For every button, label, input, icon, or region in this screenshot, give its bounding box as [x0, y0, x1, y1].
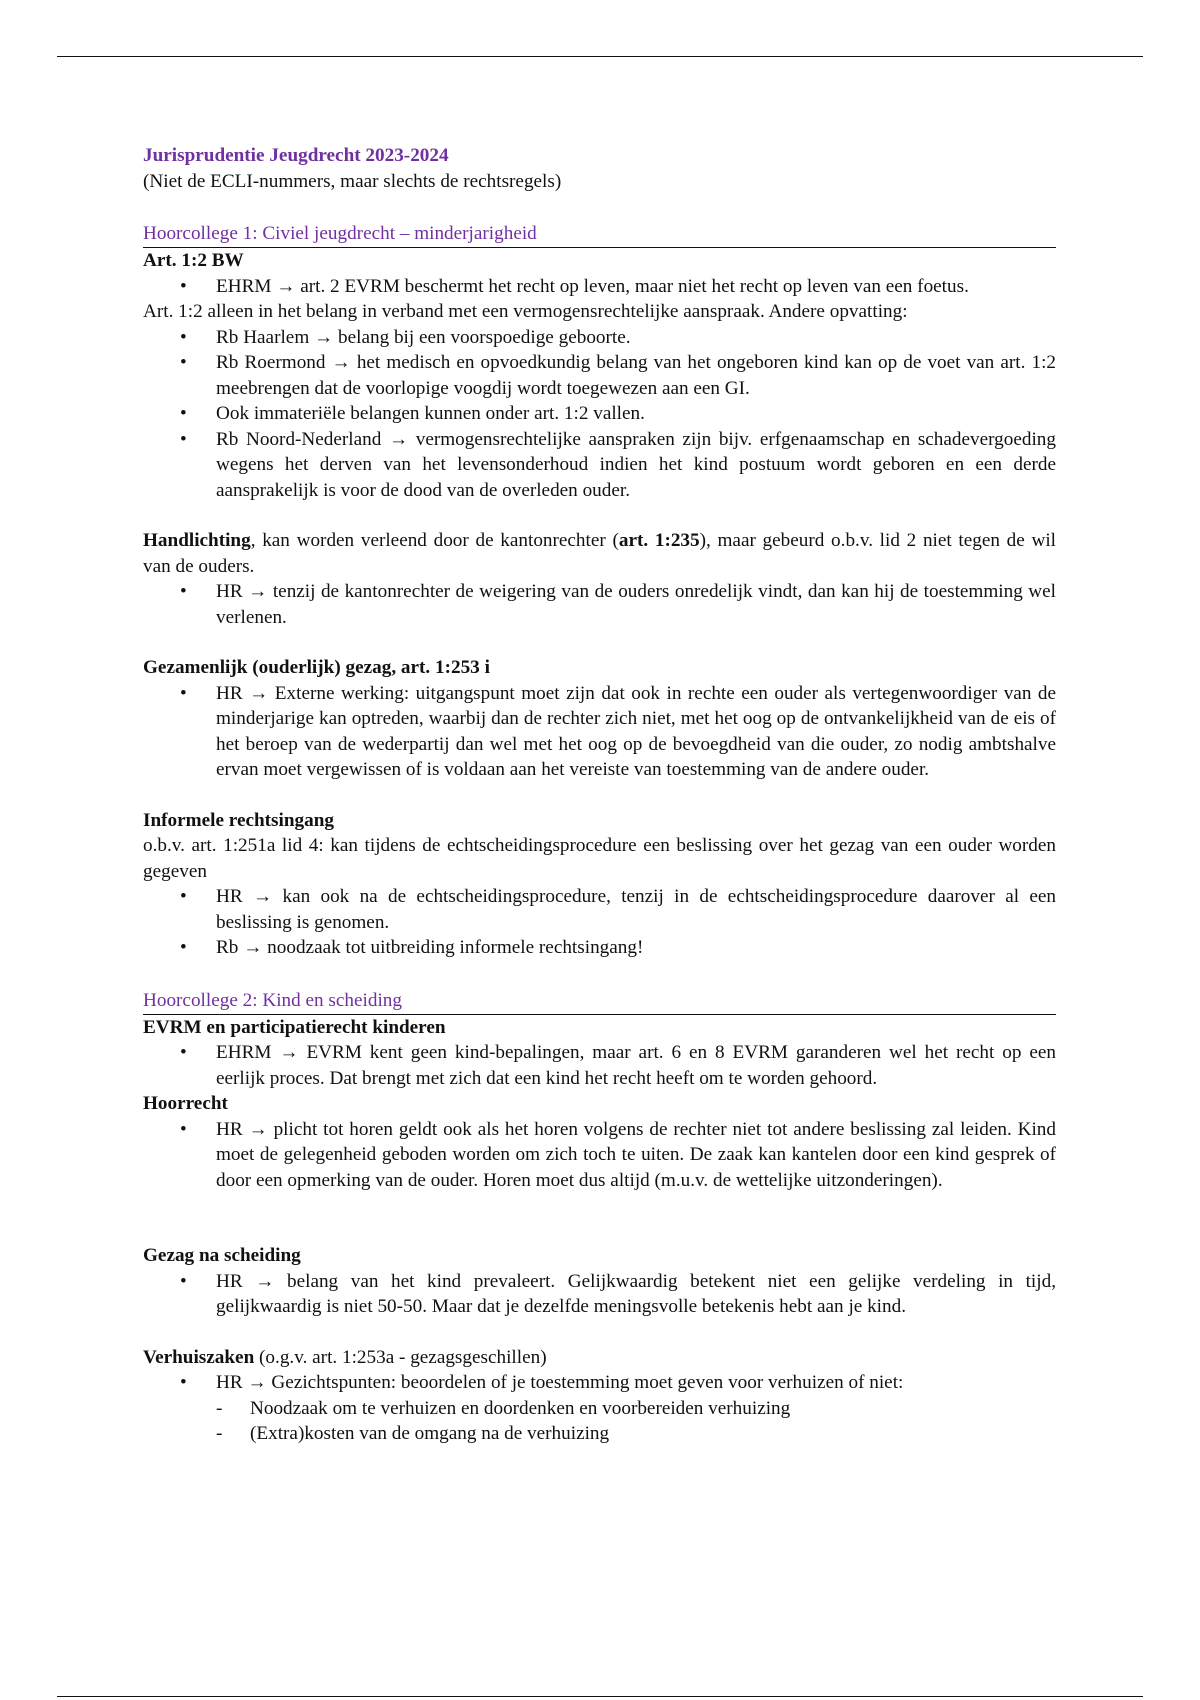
list-item: • Rb Roermond → het medisch en opvoedkundig belang van het ongeboren kind kan op de voet van art. 1:2 meebrengen dat de voorlopige voogdij wordt toegewezen aan een GI.: [143, 350, 1056, 401]
section-verhuis-heading: [143, 1345, 1056, 1371]
hoorrecht-list: [143, 1117, 1056, 1194]
lecture-1-heading: Hoorcollege 1: Civiel jeugdrecht – minderjarigheid: [143, 220, 1056, 248]
handlichting-paragraph: [143, 528, 1056, 579]
section-evrm-heading: EVRM en participatierecht kinderen: [143, 1016, 446, 1038]
bottom-rule: [57, 1696, 1143, 1697]
section-art-1-2-heading: Art. 1:2 BW: [143, 250, 244, 271]
informeel-text: o.b.v. art. 1:251a lid 4: kan tijdens de echtscheidingsprocedure een beslissing over het gezag van een ouder worden gegeven: [143, 835, 1056, 882]
gezag-list: [143, 681, 1056, 783]
list-item: • EHRM → EVRM kent geen kind-bepalingen, maar art. 6 en 8 EVRM garanderen wel het recht op een eerlijk proces. Dat brengt met zich dat een kind het recht heeft om te worden gehoord.: [143, 1040, 1056, 1091]
dash-item: - (Extra)kosten van de omgang na de verhuizing: [143, 1421, 1056, 1447]
list-item: • HR → Gezichtspunten: beoordelen of je toestemming moet geven voor verhuizen of niet:: [143, 1370, 1056, 1396]
list-item: • Rb Haarlem → belang bij een voorspoedige geboorte.: [143, 325, 1056, 351]
handlichting-text-b: ), maar gebeurd o.b.v. lid 2 niet tegen de wil van de ouders.: [143, 530, 1056, 577]
verhuis-dash-list: [143, 1396, 1056, 1447]
list-item: • HR → kan ook na de echtscheidingsprocedure, tenzij in de echtscheidingsprocedure daarover al een beslissing is genomen.: [143, 884, 1056, 935]
document-title: Jurisprudentie Jeugdrecht 2023-2024: [143, 145, 449, 166]
handlichting-term: Handlichting: [143, 530, 251, 551]
list-item: • HR → belang van het kind prevaleert. Gelijkwaardig betekent niet een gelijke verdeling in tijd, gelijkwaardig is niet 50-50. Maar dat je dezelfde meningsvolle betekenis hebt aan je kind.: [143, 1269, 1056, 1320]
section-gezag-heading: Gezamenlijk (ouderlijk) gezag, art. 1:253 i: [143, 657, 490, 678]
handlichting-article: art. 1:235: [618, 530, 700, 551]
list-item: • Rb → noodzaak tot uitbreiding informele rechtsingang!: [143, 935, 1056, 961]
lecture-2-heading: Hoorcollege 2: Kind en scheiding: [143, 987, 1056, 1015]
gezag-scheiding-list: [143, 1269, 1056, 1320]
dash-item: - Noodzaak om te verhuizen en doordenken en voorbereiden verhuizing: [143, 1396, 1056, 1422]
art-1-2-list-1: [143, 274, 1056, 300]
list-item: • Rb Noord-Nederland → vermogensrechtelijke aanspraken zijn bijv. erfgenaamschap en schadevergoeding wegens het derven van het levensonderhoud indien het kind postuum wordt geboren en een derde aansprakelijk is voor de dood van de overleden ouder.: [143, 427, 1056, 504]
list-item: • Ook immateriële belangen kunnen onder art. 1:2 vallen.: [143, 401, 1056, 427]
top-rule: [57, 56, 1143, 57]
informeel-list: [143, 884, 1056, 961]
section-informeel-heading: Informele rechtsingang: [143, 809, 334, 831]
list-item: • HR → plicht tot horen geldt ook als het horen volgens de rechter niet tot andere beslissing zal leiden. Kind moet de gelegenheid geboden worden om zich toch te uiten. De zaak kan kantelen door een kind gesprek of door een opmerking van de ouder. Horen moet dus altijd (m.u.v. de wettelijke uitzonderingen).: [143, 1117, 1056, 1194]
section-hoorrecht-heading: Hoorrecht: [143, 1093, 228, 1114]
art-1-2-intro: Art. 1:2 alleen in het belang in verband met een vermogensrechtelijke aanspraak. Andere opvatting:: [143, 301, 908, 322]
verhuis-list: [143, 1370, 1056, 1396]
document-body: [143, 143, 1056, 1447]
verhuis-note: (o.g.v. art. 1:253a - gezagsgeschillen): [254, 1346, 547, 1368]
evrm-list: [143, 1040, 1056, 1091]
list-item: • HR → tenzij de kantonrechter de weigering van de ouders onredelijk vindt, dan kan hij de toestemming wel verlenen.: [143, 579, 1056, 630]
art-1-2-list-2: [143, 325, 1056, 504]
handlichting-text-a: , kan worden verleend door de kantonrechter (: [250, 530, 619, 551]
section-gezag-scheiding-heading: Gezag na scheiding: [143, 1245, 301, 1266]
list-item: • EHRM → art. 2 EVRM beschermt het recht op leven, maar niet het recht op leven van een foetus.: [143, 274, 1056, 300]
list-item: • HR → Externe werking: uitgangspunt moet zijn dat ook in rechte een ouder als vertegenwoordiger van de minderjarige kan optreden, waarbij dan de rechter zich niet, met het oog op de ontvankelijkheid van de eis of het beroep van de wederpartij dan wel met het oog op de bevoegdheid van die ouder, zo nodig ambtshalve ervan moet vergewissen of is voldaan aan het vereiste van toestemming van de andere ouder.: [143, 681, 1056, 783]
document-subtitle: (Niet de ECLI-nummers, maar slechts de rechtsregels): [143, 170, 562, 192]
handlichting-list: [143, 579, 1056, 630]
verhuis-term: Verhuiszaken: [143, 1346, 255, 1368]
